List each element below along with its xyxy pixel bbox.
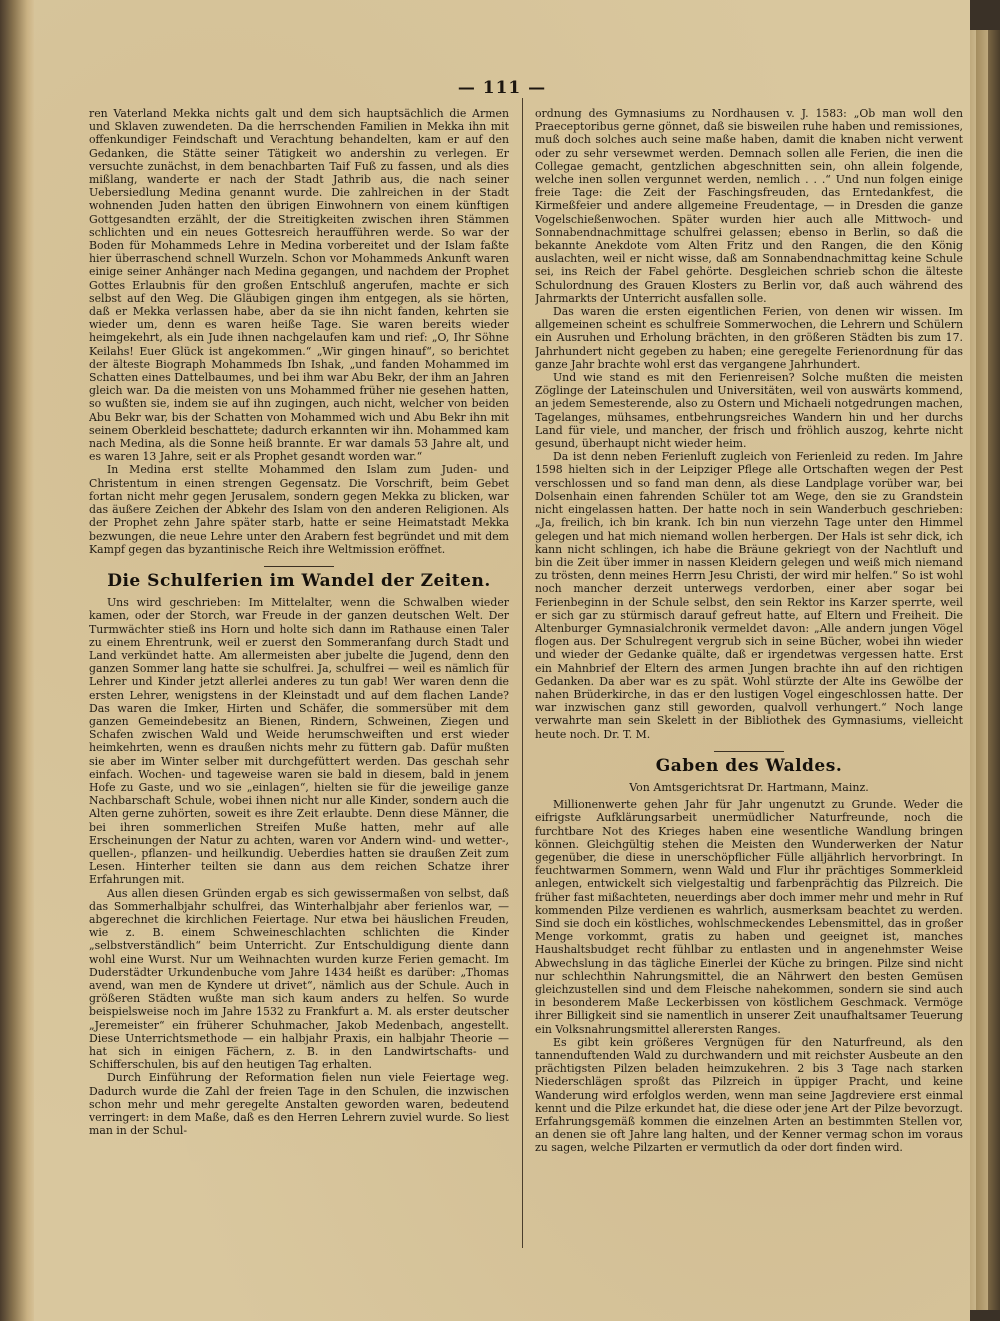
left-column [89,107,509,1266]
article-paragraph: Und wie stand es mit den Ferienreisen? Solche mußten die meisten Zöglinge der Lateinschulen und Universitäten, weil von auswärts kommend, an jedem Semesterende, also zu Ostern und Michaeli notgedrungen machen, Tagelanges, mühsames, entbehrungsreiches Wandern hin und her durchs Land für viele, und mancher, der frisch und fröhlich auszog, kehrte nicht gesund, überhaupt nicht wieder heim. [535,371,963,451]
article-paragraph: Das waren die ersten eigentlichen Ferien, von denen wir wissen. Im allgemeinen scheint es schulfreie Sommerwochen, die Lehrern und Schülern ein Ausruhen und Erholung brächten, in den größeren Städten bis zum 17. Jahrhundert nicht gegeben zu haben; eine geregelte Ferienordnung für das ganze Jahr brachte wohl erst das vergangene Jahrhundert. [535,305,963,371]
article-paragraph: Durch Einführung der Reformation fielen nun viele Feiertage weg. Dadurch wurde die Zahl der freien Tage in den Schulen, die inzwischen schon mehr und mehr geregelte Anstalten geworden waren, bedeutend verringert: in dem Maße, daß es den Herren Lehrern zuviel wurde. So liest man in der Schul- [89,1071,509,1138]
article-title-gaben-des-waldes: Gaben des Waldes. [655,755,843,776]
article-paragraph: Uns wird geschrieben: Im Mittelalter, wenn die Schwalben wieder kamen, oder der Storch, war Freude in der ganzen deutschen Welt. Der Turmwächter stieß ins Horn und holte sich dann im Rathause einen Taler zu einem Ehrentrunk, weil er zuerst den Sommeranfang durch Stadt und Land verkündet hatte. Am allermeisten aber jubelte die Jugend, denn den ganzen Sommer lang hatte sie schulfrei. Ja, schulfrei — weil es nämlich für Lehrer und Kinder jetzt allerlei anderes zu tun gab! Wer waren denn die ersten Lehrer, wenigstens in der Kleinstadt und auf dem flachen Lande? Das waren die Imker, Hirten und Schäfer, die sommersüber mit dem ganzen Gemeindebesitz an Bienen, Rindern, Schweinen, Ziegen und Schafen zwischen Wald und Weide herumschweiften und erst wieder heimkehrten, wenn es draußen nichts mehr zu füttern gab. Dafür mußten sie aber im Winter selber mit durchgefüttert werden. Das geschah sehr einfach. Wochen- und tageweise waren sie bald in diesem, bald in jenem Hofe zu Gaste, und wo sie „einlagen“, hielten sie für die jeweilige ganze Nachbarschaft Schule, wobei ihnen nicht nur alle Kinder, sondern auch die Alten gerne zuhörten, soweit es ihre Zeit erlaubte. Denn diese Männer, die bei ihren sommerlichen Streifen Muße hatten, mehr auf alle Erscheinungen der Natur zu achten, waren vor Andern wind- und wetter-, quellen-, pflanzen- und heilkundig. Ueberdies hatten sie draußen Zeit zum Lesen. Hinterher teilten sie dann aus dem reichen Schatze ihrer Erfahrungen mit. [89,596,509,887]
article-byline: Von Amtsgerichtsrat Dr. Hartmann, Mainz. [629,780,869,794]
article-title-schulferien: Die Schulferien im Wandel der Zeiten. [107,570,491,591]
column-divider [522,98,523,1248]
page-number: — 111 — [457,78,547,98]
book-cover-edge [988,30,1000,1310]
article-paragraph: Es gibt kein größeres Vergnügen für den Naturfreund, als den tannenduftenden Wald zu durchwandern und mit reichster Ausbeute an den prächtigsten Pilzen beladen heimzukehren. 2 bis 3 Tage nach starken Niederschlägen sproßt das Pilzreich in üppiger Pracht, und keine Wanderung wird erfolglos werden, wenn man seine Jagdreviere erst einmal kennt und die Pilze erkundet hat, die diese oder jene Art der Pilze bevorzugt. Erfahrungsgemäß kommen die einzelnen Arten an bestimmten Stellen vor, an denen sie oft Jahre lang halten, und der Kenner vermag schon im voraus zu sagen, welche Pilzarten er vermutlich da oder dort finden wird. [535,1035,963,1155]
newspaper-page [34,0,970,1321]
article-paragraph: ren Vaterland Mekka nichts galt und dem sich hauptsächlich die Armen und Sklaven zuwendeten. Da die herrschenden Familien in Mekka ihn mit offenkundiger Feindschaft und Verachtung behandelten, kam er auf den Gedanken, die Stätte seiner Tätigkeit wo andershin zu verlegen. Er versuchte zunächst, in dem benachbarten Taif Fuß zu fassen, und als dies mißlang, wanderte er nach der Stadt Jathrib aus, die nach seiner Uebersiedlung Medina genannt wurde. Die zahlreichen in der Stadt wohnenden Juden hatten den übrigen Einwohnern von einem künftigen Gottgesandten erzählt, der die Streitigkeiten zwischen ihren Stämmen schlichten und ein neues Gottesreich heraufführen werde. So war der Boden für Mohammeds Lehre in Medina vorbereitet und der Islam faßte hier überraschend schnell Wurzeln. Schon vor Mohammeds Ankunft waren einige seiner Anhänger nach Medina gegangen, und nachdem der Prophet Gottes Erlaubnis für den großen Entschluß angerufen, machte er sich selbst auf den Weg. Die Gläubigen gingen ihm entgegen, als sie hörten, daß er Mekka verlassen habe, aber da sie ihn nicht fanden, kehrten sie wieder um, denn es waren heiße Tage. Sie waren bereits wieder heimgekehrt, als ein Jude ihnen nachgelaufen kam und rief: „O, Ihr Söhne Keilahs! Euer Glück ist angekommen.“ „Wir gingen hinauf“, so berichtet der älteste Biograph Mohammeds Ibn Ishak, „und fanden Mohammed im Schatten eines Dattelbaumes, und bei ihm war Abu Bekr, der ihm an Jahren gleich war. Da die meisten von uns Mohammed früher nie gesehen hatten, so wußten sie, indem sie auf ihn zugingen, auch nicht, welcher von beiden Abu Bekr war, bis der Schatten von Mohammed wich und Abu Bekr ihn mit seinem Oberkleid beschattete; dadurch erkannten wir ihn. Mohammed kam nach Medina, als die Sonne heiß brannte. Er war damals 53 Jahre alt, und es waren 13 Jahre, seit er als Prophet gesandt worden war.“ [89,107,509,464]
article-paragraph: Da ist denn neben Ferienluft zugleich von Ferienleid zu reden. Im Jahre 1598 hielten sich in der Leipziger Pflege alle Ortschaften wegen der Pest verschlossen und so fand man denn, als diese Landplage vorüber war, bei Dolsenhain einen fahrenden Schüler tot am Wege, den sie zu Grandstein nicht eingelassen hatten. Der hatte noch in sein Wanderbuch geschrieben: „Ja, freilich, ich bin krank. Ich bin nun vierzehn Tage unter den Himmel gelegen und hat mich niemand wollen herbergen. Der Hals ist sehr dick, ich kann nicht schlingen, ich habe die Bräune gekriegt von der Nachtluft und bin die Zeit über immer in nassen Kleidern gelegen und weiß mich niemand zu trösten, denn meines Herrn Jesu Christi, der wird mir helfen.“ So ist wohl noch mancher derzeit unterwegs verdorben, einer aber sogar bei Ferienbeginn in der Schule selbst, den sein Rektor ins Karzer sperrte, weil er sich gar zu stürmisch darauf gefreut hatte, auf Eltern und Freiheit. Die Altenburger Gymnasialchronik vermeldet davon: „Alle andern jungen Vögel flogen aus. Der Schulregent vergrub sich in seine Bücher, wobei ihn wieder und wieder der Gedanke quälte, daß er irgendetwas vergessen hatte. Erst ein Mahnbrief der Eltern des armen Jungen brachte ihn auf den richtigen Gedanken. Da aber war es zu spät. Wohl stürzte der Alte ins Gewölbe der nahen Brüderkirche, in das er den lustigen Vogel eingeschlossen hatte. Der war inzwischen ganz still geworden, qualvoll verhungert.“ Noch lange verwahrte man sein Skelett in der Bibliothek des Gymnasiums, vielleicht heute noch. Dr. T. M. [535,450,963,741]
article-paragraph: In Medina erst stellte Mohammed den Islam zum Juden- und Christentum in einen strengen Gegensatz. Die Vorschrift, beim Gebet fortan nicht mehr gegen Jerusalem, sondern gegen Mekka zu blicken, war das äußere Zeichen der Abkehr des Islam von den anderen Religionen. Als der Prophet zehn Jahre später starb, hatte er seine Heimatstadt Mekka bezwungen, die neue Lehre unter den Arabern fest begründet und mit dem Kampf gegen das byzantinische Reich ihre Weltmission eröffnet. [89,463,509,556]
right-column [535,107,963,1266]
article-paragraph: ordnung des Gymnasiums zu Nordhausen v. J. 1583: „Ob man woll den Praeceptoribus gerne gönnet, daß sie bisweilen ruhe haben und remissiones, muß doch solches auch seine maße haben, damit die knaben nicht verwent oder zu sehr versewmet werden. Demnach sollen alle Ferien, die inen die Collegae gemacht, gentzlichen abgeschnitten sein, ohn allein folgende, welche inen sollen vergunnet werden, nemlich . . .“ Und nun folgen einige freie Tage: die Zeit der Faschingsfreuden, das Erntedankfest, die Kirmeßfeier und andere allgemeine Freudentage, — in Dresden die ganze Vogelschießenwochen. Später wurden hier auch alle Mittwoch- und Sonnabendnachmittage schulfrei gelassen; ebenso in Berlin, so daß die bekannte Anekdote vom Alten Fritz und den Rangen, die den König auslachten, weil er nicht wisse, daß am Sonnabendnachmittag keine Schule sei, ins Reich der Fabel gehörte. Desgleichen schrieb schon die älteste Schulordnung des Grauen Klosters zu Berlin vor, daß auch während des Jahrmarkts der Unterricht ausfallen solle. [535,107,963,305]
section-separator [714,751,784,752]
article-paragraph: Aus allen diesen Gründen ergab es sich gewissermaßen von selbst, daß das Sommerhalbjahr schulfrei, das Winterhalbjahr aber ferienlos war, — abgerechnet die kirchlichen Feiertage. Nur etwa bei häuslichen Freuden, wie z. B. einem Schweineschlachten schlichten die Kinder „selbstverständlich“ beim Unterricht. Zur Entschuldigung diente dann wohl eine Wurst. Nur um Weihnachten wurden kurze Ferien gemacht. Im Duderstädter Urkundenbuche vom Jahre 1434 heißt es darüber: „Thomas avend, wan men de Kyndere ut drivet“, nämlich aus der Schule. Auch in größeren Städten wußte man sich kaum anders zu helfen. So wurde beispielsweise noch im Jahre 1532 zu Frankfurt a. M. als erster deutscher „Jeremeister“ ein früherer Schuhmacher, Jakob Medenbach, angestellt. Diese Unterrichtsmethode — ein halbjahr Praxis, ein halbjahr Theorie — hat sich in einigen Fächern, z. B. in den Landwirtschafts- und Schifferschulen, bis auf den heutigen Tag erhalten. [89,886,509,1072]
binding-gutter [0,0,34,1321]
article-paragraph: Millionenwerte gehen Jahr für Jahr ungenutzt zu Grunde. Weder die eifrigste Aufklärungsarbeit unermüdlicher Naturfreunde, noch die furchtbare Not des Krieges haben eine wesentliche Wandlung bringen können. Gleichgültig stehen die Meisten den Wunderwerken der Natur gegenüber, die diese in unerschöpflicher Fülle alljährlich hervorbringt. In feuchtwarmen Sommern, wenn Wald und Flur ihr prächtiges Sommerkleid anlegen, entwickelt sich vielgestaltig und farbenprächtig das Pilzreich. Die früher fast mißachteten, neuerdings aber doch immer mehr und mehr in Ruf kommenden Pilze verdienen es wahrlich, ausmerksam beachtet zu werden. Sind sie doch ein köstliches, wohlschmeckendes Lebensmittel, das in großer Menge vorkommt, gratis zu haben und geeignet ist, manches Haushaltsbudget recht fühlbar zu entlasten und in angenehmster Weise Abwechslung in das tägliche Einerlei der Küche zu bringen. Pilze sind nicht nur schlechthin Nahrungsmittel, die an Nährwert den besten Gemüsen gleichzustellen sind und dem Fleische nahekommen, sondern sie sind auch in besonderem Maße Leckerbissen von köstlichem Geschmack. Vermöge ihrer Billigkeit sind sie namentlich in unserer Zeit unaufhaltsamer Teuerung ein Volksnahrungsmittel allerersten Ranges. [535,798,963,1036]
section-separator [264,566,334,567]
page-edge [976,30,988,1310]
